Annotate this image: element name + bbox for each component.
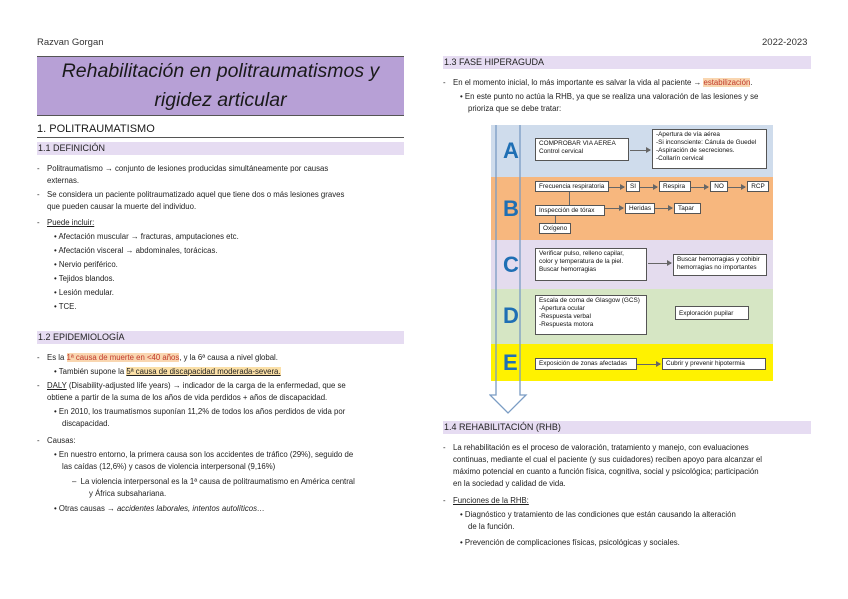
puede-incluir-list: [54, 231, 394, 315]
text: -Respuesta motora: [539, 321, 594, 328]
title-line-2: rigidez articular: [154, 89, 287, 111]
daly-label: DALY: [47, 381, 67, 390]
arrow-right-icon: [609, 187, 624, 188]
text: Nervio periférico.: [58, 260, 118, 269]
box-oxigeno: Oxígeno: [539, 223, 571, 234]
text: .: [750, 78, 753, 87]
box-cubrir-hipotermia: Cubrir y prevenir hipotermia: [662, 358, 766, 370]
section-heading-politraumatismo: 1. POLITRAUMATISMO: [37, 123, 155, 135]
bullet-dash: -: [37, 381, 40, 390]
bullet-dash: -: [37, 436, 40, 445]
arrow-right-icon: [648, 263, 671, 264]
arrow-right-icon: [728, 187, 745, 188]
bullet-dash: -: [37, 190, 40, 199]
text: La rehabilitación es el proceso de valoración, tratamiento y manejo, con evaluaciones: [453, 443, 749, 452]
arrow-right-icon: [605, 208, 623, 209]
text: prioriza que se debe tratar:: [468, 104, 562, 113]
definicion-line: externas.: [47, 176, 80, 185]
box-comprobar-via-aerea: [535, 138, 629, 161]
text: En este punto no actúa la RHB, ya que se realiza una valoración de las lesiones y se: [464, 92, 759, 101]
definicion-para-1: [47, 163, 405, 187]
causas-label: Causas:: [47, 436, 76, 445]
text: obtiene a partir de la suma de los años de vida perdidos + años de discapacidad.: [47, 393, 328, 402]
text: En 2010, los traumatismos suponían 11,2% de todos los años perdidos de vida por: [58, 407, 346, 416]
text: , y la 6ª causa a nivel global.: [179, 353, 278, 362]
author-name: Razvan Gorgan: [37, 37, 104, 48]
letter-c: C: [503, 252, 519, 277]
bullet-dash: -: [37, 164, 40, 173]
arrow-right-icon: [637, 364, 660, 365]
text: Tejidos blandos.: [58, 274, 115, 283]
text: Otras causas →: [58, 504, 117, 513]
arrow-right-icon: [655, 208, 672, 209]
funcion-item-2: • Prevención de complicaciones físicas, psicológicas y sociales.: [460, 538, 680, 547]
text: Prevención de complicaciones físicas, psicológicas y sociales.: [464, 538, 680, 547]
text: -Collarín cervical: [656, 155, 704, 162]
letter-b: B: [503, 196, 519, 221]
puede-incluir-label: Puede incluir:: [47, 218, 95, 227]
box-si: SI: [626, 181, 640, 192]
definicion-line: Politraumatismo → conjunto de lesiones producidas simultáneamente por causas: [47, 164, 329, 173]
bullet-dash: -: [37, 353, 40, 362]
text: Buscar hemorragias y cohibir: [677, 256, 760, 263]
arrow-right-icon: [630, 150, 650, 151]
rhb-definition: [453, 442, 811, 490]
text: -Apertura de vía aérea: [656, 131, 720, 138]
text: color y temperatura de la piel.: [539, 258, 624, 265]
definicion-line: Se considera un paciente politraumatizado aquel que tiene dos o más lesiones graves: [47, 190, 345, 199]
text: continuas, mediante el cual el paciente (y sus cuidadores) reciben apoyo para alcanzar el: [453, 455, 763, 464]
academic-year: 2022-2023: [762, 37, 808, 48]
causas-item-1: • En nuestro entorno, la primera causa son los accidentes de tráfico (29%), seguido de las caídas (12,6%) y casos de violencia interpersonal (9,16%): [54, 449, 405, 473]
text: Buscar hemorragias: [539, 266, 597, 273]
highlight-estabilizacion: estabilización: [703, 78, 751, 87]
text: En nuestro entorno, la primera causa son los accidentes de tráfico (29%), seguido de: [58, 450, 354, 459]
puede-incluir-item: • Lesión medular.: [54, 288, 114, 297]
text: -Aspiración de secreciones.: [656, 147, 735, 154]
text: Diagnóstico y tratamiento de las condiciones que están causando la alteración: [464, 510, 736, 519]
subsection-heading-definicion: 1.1 DEFINICIÓN: [37, 142, 404, 155]
title-line-1: Rehabilitación en politraumatismos y: [61, 60, 380, 82]
box-buscar-hemorragias: [673, 254, 767, 276]
hiperaguda-para: [453, 77, 752, 89]
subsection-heading-fase-hiperaguda: 1.3 FASE HIPERAGUDA: [443, 56, 811, 69]
causas-item-1-sub: – La violencia interpersonal es la 1ª causa de politraumatismo en América central y África subsahariana.: [72, 476, 405, 500]
text: y África subsahariana.: [89, 489, 167, 498]
letter-e: E: [503, 350, 518, 375]
box-rcp: RCP: [747, 181, 769, 192]
text: Afectación muscular → fracturas, amputaciones etc.: [58, 232, 239, 241]
text: La violencia interpersonal es la 1ª causa de politraumatismo en América central: [80, 477, 355, 486]
text: -Respuesta verbal: [539, 313, 591, 320]
epi-daly: [47, 380, 405, 404]
box-frecuencia-respiratoria: Frecuencia respiratoria: [535, 181, 609, 192]
box-no: NO: [710, 181, 728, 192]
funcion-item-1: • Diagnóstico y tratamiento de las condiciones que están causando la alteración de la función.: [460, 509, 810, 533]
subsection-heading-epidemiologia: 1.2 EPIDEMIOLOGÍA: [37, 331, 404, 344]
text: (Disability-adjusted life years) → indicador de la carga de la enfermedad, que se: [66, 381, 346, 390]
text: discapacidad.: [62, 419, 110, 428]
letter-a: A: [503, 138, 519, 163]
connector-line: [555, 216, 556, 223]
box-exposicion-zonas: Exposición de zonas afectadas: [535, 358, 637, 370]
text: Escala de coma de Glasgow (GCS): [539, 297, 640, 304]
text: COMPROBAR VIA AEREA: [539, 140, 616, 147]
bullet-dash: -: [443, 496, 446, 505]
text: En el momento inicial, lo más importante es salvar la vida al paciente →: [453, 78, 704, 87]
causas-item-2: • Otras causas → accidentes laborales, intentos autolíticos…: [54, 504, 265, 513]
box-via-aerea-acciones: [652, 129, 767, 169]
box-glasgow: [535, 295, 647, 335]
abcde-diagram: [491, 125, 773, 414]
arrow-right-icon: [691, 187, 708, 188]
text: accidentes laborales, intentos autolíticos…: [116, 504, 265, 513]
text: Es la: [47, 353, 67, 362]
text: Lesión medular.: [58, 288, 114, 297]
box-verificar-pulso: [535, 248, 647, 281]
text: Control cervical: [539, 148, 584, 155]
funciones-label: Funciones de la RHB:: [453, 496, 529, 505]
arrow-right-icon: [640, 187, 657, 188]
epi-item-1: [47, 352, 278, 364]
text: También supone la: [58, 367, 127, 376]
text: de la función.: [468, 522, 515, 531]
connector-line: [569, 192, 570, 205]
text: -Si inconsciente: Cánula de Guedel: [656, 139, 757, 146]
text: Afectación visceral → abdominales, torácicas.: [58, 246, 218, 255]
definicion-para-2: [47, 189, 405, 213]
text: hemorragias no importantes: [677, 264, 757, 271]
puede-incluir-item: • Afectación muscular → fracturas, amputaciones etc.: [54, 232, 239, 241]
subsection-heading-rehabilitacion: 1.4 REHABILITACIÓN (RHB): [443, 421, 811, 434]
box-respira: Respira: [659, 181, 691, 192]
text: TCE.: [58, 302, 77, 311]
hiperaguda-sub: • En este punto no actúa la RHB, ya que se realiza una valoración de las lesiones y se prioriza que se debe tratar:: [460, 91, 810, 115]
bullet-dash: -: [443, 443, 446, 452]
text: -Apertura ocular: [539, 305, 585, 312]
highlight-discapacidad: 5ª causa de discapacidad moderada-severa.: [126, 367, 281, 376]
section-divider: [37, 137, 404, 138]
bullet-dash: -: [443, 78, 446, 87]
epi-sub-1: • También supone la 5ª causa de discapacidad moderada-severa.: [54, 367, 281, 376]
epi-daly-sub: • En 2010, los traumatismos suponían 11,2% de todos los años perdidos de vida por discapacidad.: [54, 406, 405, 430]
puede-incluir-item: • Afectación visceral → abdominales, torácicas.: [54, 246, 218, 255]
puede-incluir-item: • Nervio periférico.: [54, 260, 118, 269]
bullet-dash: -: [37, 218, 40, 227]
box-inspeccion-torax: Inspección de tórax: [535, 205, 605, 216]
box-tapar: Tapar: [674, 203, 701, 214]
puede-incluir-item: • Tejidos blandos.: [54, 274, 115, 283]
text: en la sociedad y calidad de vida.: [453, 479, 566, 488]
box-heridas: Heridas: [625, 203, 655, 214]
highlight-causa-muerte: 1ª causa de muerte en <40 años: [66, 353, 180, 362]
text: Verificar pulso, relleno capilar,: [539, 250, 624, 257]
text: máximo potencial en cuanto a función física, cognitiva, social y psicológica; participación: [453, 467, 759, 476]
box-exploracion-pupilar: Exploración pupilar: [675, 306, 749, 320]
document-title: [37, 56, 404, 116]
text: las caídas (12,6%) y casos de violencia interpersonal (9,16%): [62, 462, 276, 471]
puede-incluir-item: • TCE.: [54, 302, 77, 311]
letter-d: D: [503, 303, 519, 328]
definicion-line: que pueden causar la muerte del individuo.: [47, 202, 197, 211]
